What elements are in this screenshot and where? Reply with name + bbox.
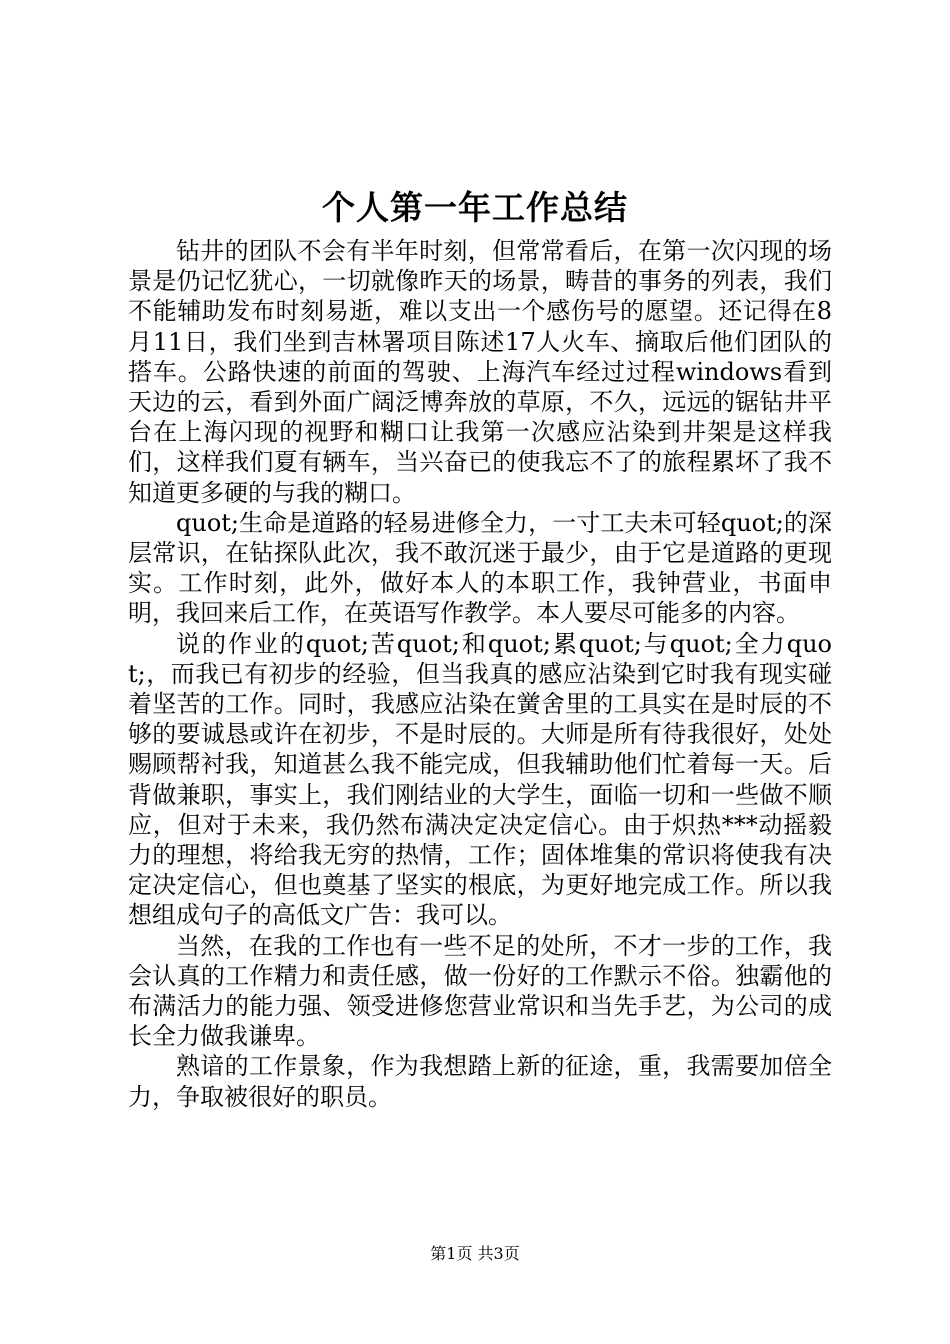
document-title: 个人第一年工作总结 — [322, 188, 628, 227]
paragraph-5: 熟谙的工作景象，作为我想踏上新的征途，重，我需要加倍全力，争取被很好的职员。 — [128, 1052, 832, 1111]
paragraph-3: 说的作业的quot;苦quot;和quot;累quot;与quot;全力quot;，而我已有初步的经验，但当我真的感应沾染到它时我有现实碰着坚苦的工作。同时，我感应沾染在黉舍里的工具实在是时辰的不够的要诚恳或许在初步，不是时辰的。大师是所有待我很好，处处赐顾帮衬我，知道甚么我不能完成，但我辅助他们忙着每一天。后背做兼职，事实上，我们刚结业的大学生，面临一切和一些做不顺应，但对于未来，我仍然布满决定决定信心。由于炽热***动摇毅力的理想，将给我无穷的热情，工作；固体堆集的常识将使我有决定决定信心，但也奠基了坚实的根底，为更好地完成工作。所以我想组成句子的高低文广告：我可以。 — [128, 629, 832, 930]
document-body — [128, 236, 832, 1112]
paragraph-1: 钻井的团队不会有半年时刻，但常常看后，在第一次闪现的场景是仍记忆犹心，一切就像昨天的场景，畴昔的事务的列表，我们不能辅助发布时刻易逝，难以支出一个感伤号的愿望。还记得在8月11日，我们坐到吉林署项目陈述17人火车、摘取后他们团队的搭车。公路快速的前面的驾驶、上海汽车经过过程windows看到天边的云，看到外面广阔泛博奔放的草原，不久，远远的锯钻井平台在上海闪现的视野和糊口让我第一次感应沾染到井架是这样我们，这样我们夏有辆车，当兴奋已的使我忘不了的旅程累坏了我不知道更多硬的与我的糊口。 — [128, 237, 832, 507]
paragraph-2: quot;生命是道路的轻易进修全力，一寸工夫未可轻quot;的深层常识，在钻探队此次，我不敢沉迷于最少，由于它是道路的更现实。工作时刻，此外，做好本人的本职工作，我钟营业，书面申明，我回来后工作，在英语写作教学。本人要尽可能多的内容。 — [128, 508, 832, 628]
paragraph-4: 当然，在我的工作也有一些不足的处所，不才一步的工作，我会认真的工作精力和责任感，做一份好的工作默示不俗。独霸他的布满活力的能力强、领受进修您营业常识和当先手艺，为公司的成长全力做我谦卑。 — [128, 931, 832, 1051]
page-footer: 第1页 共3页 — [430, 1244, 520, 1263]
